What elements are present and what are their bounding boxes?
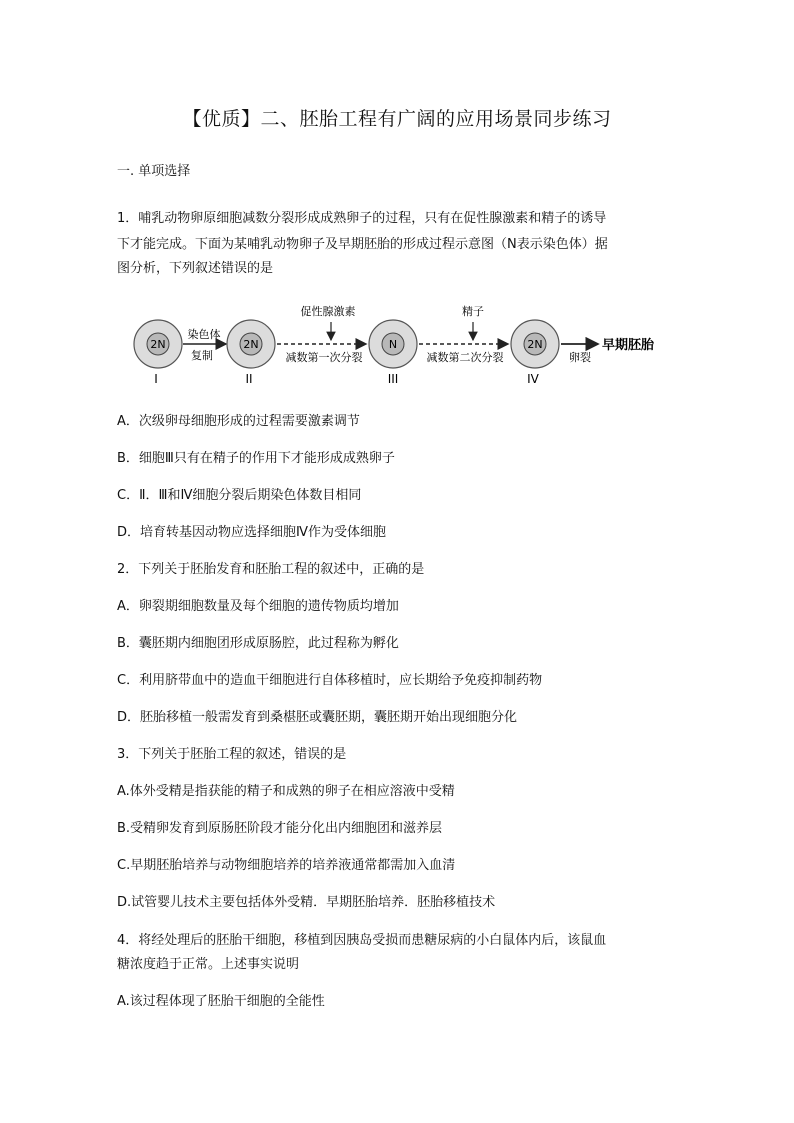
question-4-option-a: A.该过程体现了胚胎干细胞的全能性 xyxy=(117,994,325,1009)
question-4-stem-line-1: 4．将经处理后的胚胎干细胞，移植到因胰岛受损而患糖尿病的小白鼠体内后，该鼠血 xyxy=(117,933,607,948)
question-1-stem-line-1: 1．哺乳动物卵原细胞减数分裂形成成熟卵子的过程，只有在促性腺激素和精子的诱导 xyxy=(117,211,607,226)
question-1-option-c: C．Ⅱ．Ⅲ和Ⅳ细胞分裂后期染色体数目相同 xyxy=(117,488,362,503)
cell-iv-label: IV xyxy=(527,372,539,386)
question-1-option-d: D．培育转基因动物应选择细胞Ⅳ作为受体细胞 xyxy=(117,525,387,540)
cell-iv xyxy=(511,320,559,386)
question-4-stem-line-2: 糖浓度趋于正常。上述事实说明 xyxy=(117,957,300,972)
step-4-label: 卵裂 xyxy=(569,351,591,364)
question-3-option-c: C.早期胚胎培养与动物细胞培养的培养液通常都需加入血清 xyxy=(117,858,456,873)
section-heading: 一. 单项选择 xyxy=(117,164,191,179)
oocyte-formation-diagram xyxy=(128,300,688,390)
cell-iii-chromosome: N xyxy=(388,338,398,351)
question-1-option-b: B．细胞Ⅲ只有在精子的作用下才能形成成熟卵子 xyxy=(117,451,395,466)
question-2-option-d: D．胚胎移植一般需发育到桑椹胚或囊胚期，囊胚期开始出现细胞分化 xyxy=(117,710,518,725)
result-label: 早期胚胎 xyxy=(602,338,655,353)
question-3-option-d: D.试管婴儿技术主要包括体外受精．早期胚胎培养．胚胎移植技术 xyxy=(117,895,496,910)
question-3-option-a: A.体外受精是指获能的精子和成熟的卵子在相应溶液中受精 xyxy=(117,784,455,799)
step-2-label: 减数第一次分裂 xyxy=(285,351,363,364)
question-2-option-a: A．卵裂期细胞数量及每个细胞的遗传物质均增加 xyxy=(117,599,399,614)
cell-ii-chromosome: 2N xyxy=(243,338,259,351)
question-1-stem-line-2: 下才能完成。下面为某哺乳动物卵子及早期胚胎的形成过程示意图（N表示染色体）据 xyxy=(117,237,608,252)
question-3-stem: 3．下列关于胚胎工程的叙述，错误的是 xyxy=(117,747,347,762)
cell-iv-chromosome: 2N xyxy=(527,338,543,351)
step-3-label: 减数第二次分裂 xyxy=(426,351,504,364)
step-3-input-label: 精子 xyxy=(462,305,484,318)
page-title: 【优质】二、胚胎工程有广阔的应用场景同步练习 xyxy=(182,108,612,130)
question-1-option-a: A．次级卵母细胞形成的过程需要激素调节 xyxy=(117,414,360,429)
question-2-option-c: C．利用脐带血中的造血干细胞进行自体移植时，应长期给予免疫抑制药物 xyxy=(117,673,543,688)
cell-ii-label: II xyxy=(245,372,253,386)
step-1-label-line-1: 染色体 xyxy=(187,328,221,341)
step-2-input-label: 促性腺激素 xyxy=(300,305,356,318)
cell-iii-label: III xyxy=(387,372,399,386)
cell-ii xyxy=(227,320,275,386)
cell-i xyxy=(134,320,182,386)
question-1-stem-line-3: 图分析，下列叙述错误的是 xyxy=(117,261,274,276)
question-3-option-b: B.受精卵发育到原肠胚阶段才能分化出内细胞团和滋养层 xyxy=(117,821,443,836)
cell-i-label: I xyxy=(154,372,158,386)
question-2-stem: 2．下列关于胚胎发育和胚胎工程的叙述中，正确的是 xyxy=(117,562,425,577)
cell-iii xyxy=(369,320,417,386)
question-2-option-b: B．囊胚期内细胞团形成原肠腔，此过程称为孵化 xyxy=(117,636,399,651)
step-1-label-line-2: 复制 xyxy=(191,349,213,362)
cell-i-chromosome: 2N xyxy=(150,338,166,351)
